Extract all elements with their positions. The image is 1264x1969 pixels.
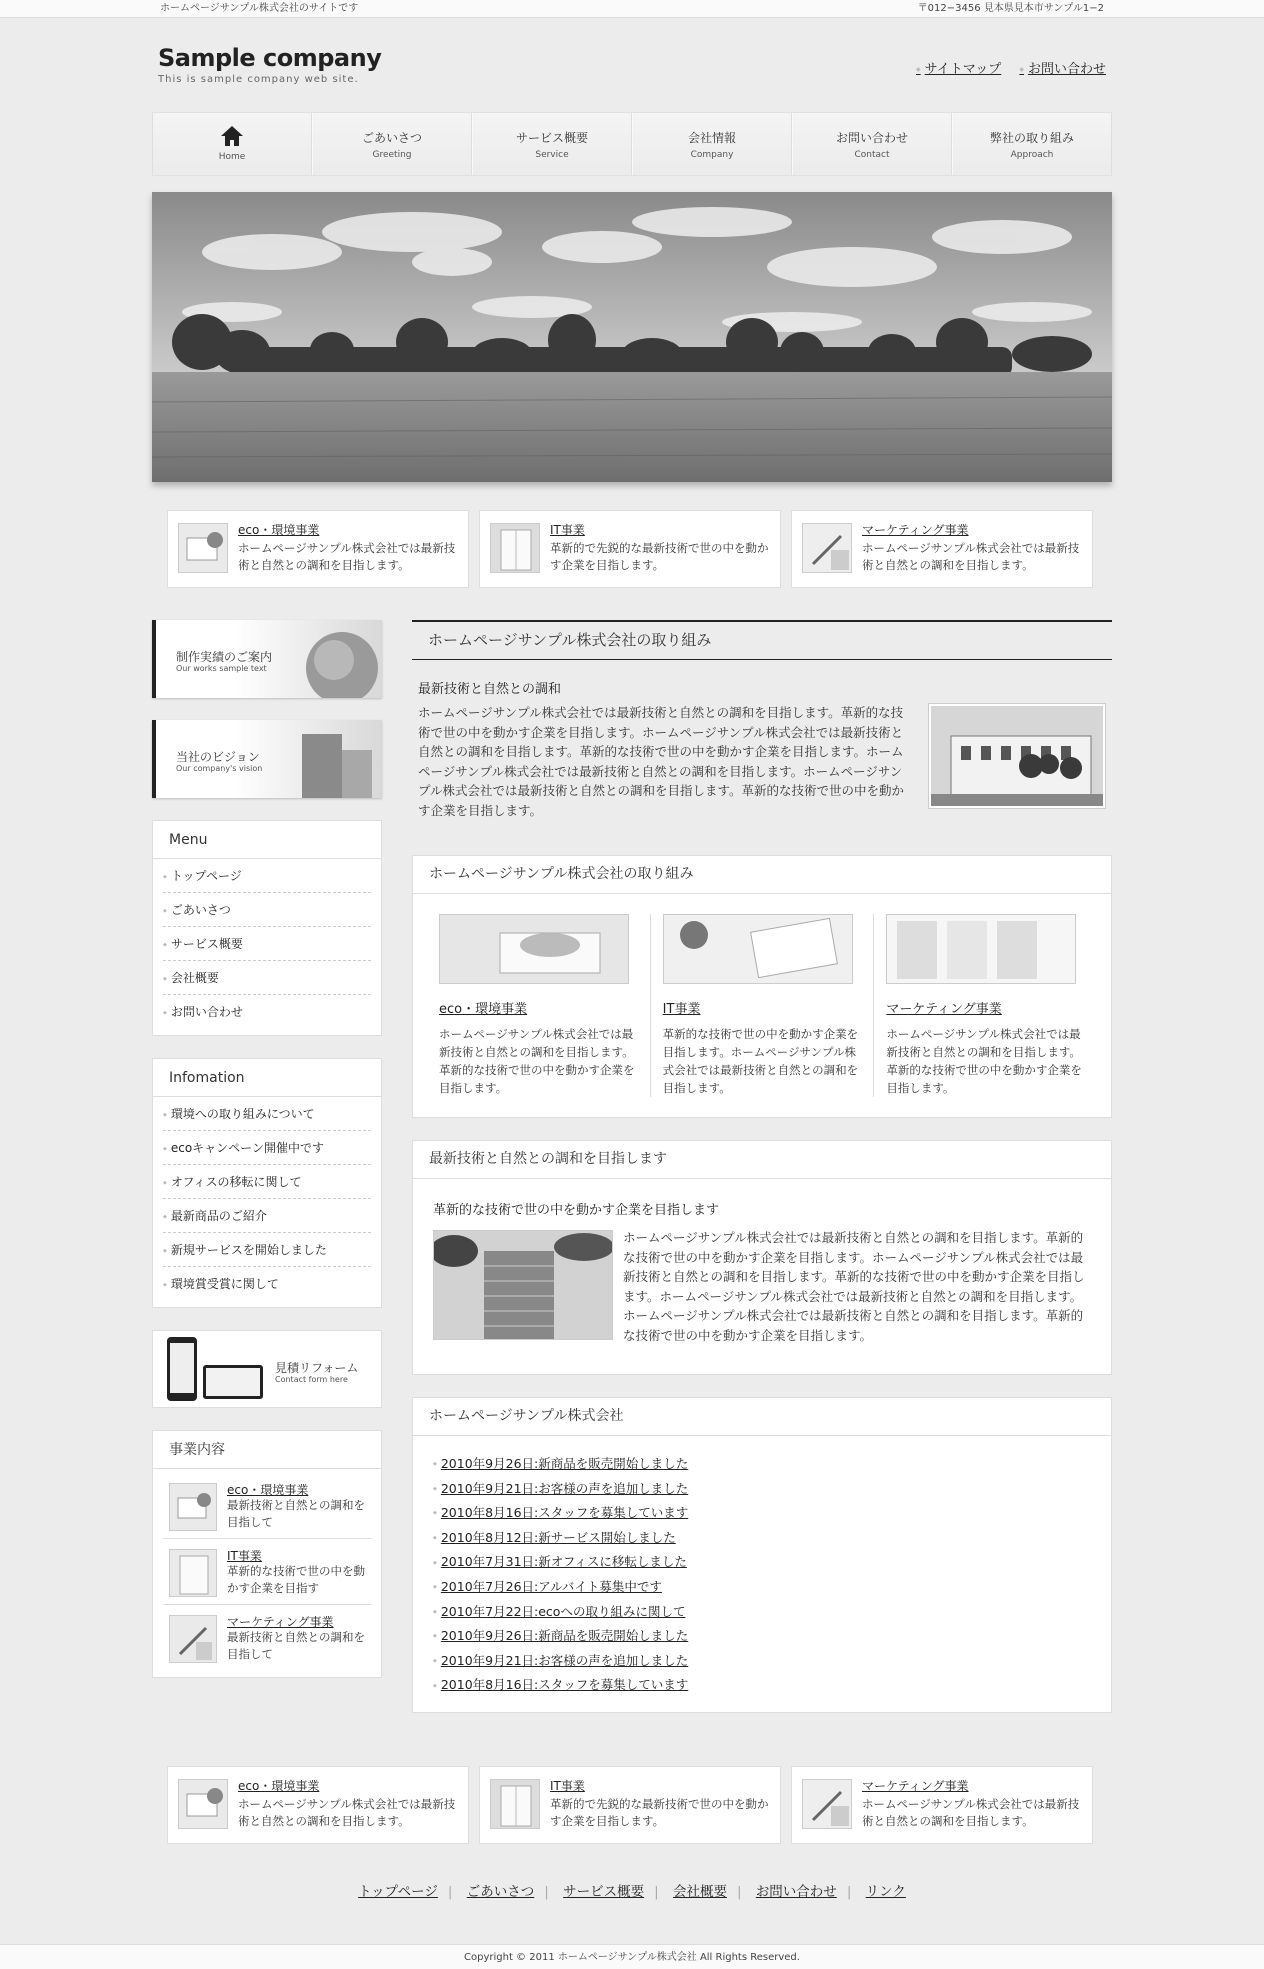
news-link[interactable]: 2010年8月12日:新サービス開始しました [440, 1529, 676, 1545]
banner-title: 制作実績のご案内 [176, 650, 273, 664]
nav-label-en: Contact [854, 149, 890, 160]
nav-label-en: Service [535, 149, 569, 160]
footer-separator: | [736, 1884, 742, 1900]
banner-subtitle: Our works sample text [176, 664, 267, 673]
feature-text: ホームページサンプル株式会社では最新技術と自然との調和を目指します。 [238, 1797, 456, 1828]
pen-thumbnail-icon [802, 523, 852, 573]
feature-title-link[interactable]: IT事業 [550, 523, 585, 537]
news-item [433, 1477, 1091, 1502]
menu-box [152, 820, 382, 1036]
office-thumbnail-icon [490, 1779, 540, 1829]
news-link[interactable]: 2010年9月26日:新商品を販売開始しました [440, 1628, 689, 1644]
nav-label-jp: 会社情報 [687, 130, 736, 145]
nav-label-jp: サービス概要 [515, 130, 588, 145]
feature-row-bottom [167, 1766, 1093, 1844]
bright-office-image [886, 914, 1076, 984]
business-item-title[interactable]: eco・環境事業 [227, 1483, 309, 1497]
menu-item-greeting[interactable]: ◆ ごあいさつ [163, 893, 371, 927]
news-item [433, 1624, 1091, 1649]
news-item [433, 1452, 1091, 1477]
feature-text: ホームページサンプル株式会社では最新技術と自然との調和を目指します。 [862, 1797, 1080, 1828]
office-thumbnail-icon [490, 523, 540, 573]
info-item[interactable]: ◆ ecoキャンペーン開催中です [163, 1131, 371, 1165]
pen-thumbnail-icon [169, 1615, 217, 1663]
approach-col-text: ホームページサンプル株式会社では最新技術と自然との調和を目指します。革新的な技術で世の中を動かす企業を目指します。 [439, 1027, 635, 1095]
nav-label-jp: お問い合わせ [835, 130, 908, 145]
menu-item-company[interactable]: ◆ 会社概要 [163, 961, 371, 995]
site-tagline: ホームページサンプル株式会社のサイトです [160, 3, 359, 14]
intro-text: ホームページサンプル株式会社では最新技術と自然との調和を目指します。革新的な技術で世の中を動かす企業を目指します。ホームページサンプル株式会社では最新技術と自然との調和を目指します。革新的な技術で世の中を動かす企業を目指します。ホームページサンプル株式会社では最新技術と自然との調和を目指します。ホームページサンプル株式会社では最新技術と自然との調和を目指します。革新的な技術で世の中を動かす企業を目指します。 [418, 705, 905, 818]
nav-home[interactable] [152, 113, 312, 175]
approach-col-eco [427, 914, 651, 1097]
business-item-text: 革新的な技術で世の中を動かす企業を目指す [227, 1564, 365, 1595]
feature-title-link[interactable]: IT事業 [550, 1779, 585, 1793]
nav-label-jp: ごあいさつ [361, 130, 422, 145]
panel-title: 最新技術と自然との調和を目指します [413, 1141, 1111, 1179]
menu-item-service[interactable]: ◆ サービス概要 [163, 927, 371, 961]
nav-contact[interactable] [792, 113, 952, 175]
news-link[interactable]: 2010年8月16日:スタッフを募集しています [440, 1677, 689, 1693]
business-item-text: 最新技術と自然との調和を目指して [227, 1498, 365, 1529]
info-item[interactable]: ◆ 新規サービスを開始しました [163, 1233, 371, 1267]
footer-link-greeting[interactable]: ごあいさつ [466, 1884, 535, 1900]
feature-card-it [479, 510, 781, 588]
home-icon [221, 126, 243, 146]
business-item-marketing [163, 1605, 371, 1671]
contact-banner-subtitle: Contact form here [275, 1375, 348, 1384]
header [152, 40, 1112, 100]
nav-label-en: Greeting [372, 149, 412, 160]
feature-card-it [479, 1766, 781, 1844]
info-item[interactable]: ◆ 最新商品のご紹介 [163, 1199, 371, 1233]
info-item[interactable]: ◆ 環境への取り組みについて [163, 1097, 371, 1131]
business-item-eco [163, 1473, 371, 1539]
footer-separator: | [654, 1884, 659, 1900]
approach-col-marketing [874, 914, 1097, 1097]
building-icon [282, 720, 382, 798]
approach-col-title[interactable]: IT事業 [662, 1002, 701, 1017]
news-link[interactable]: 2010年7月22日:ecoへの取り組みに関して [440, 1603, 686, 1619]
approach-panel [412, 855, 1112, 1118]
nav-company[interactable] [632, 113, 792, 175]
feature-card-marketing [791, 510, 1093, 588]
news-item [433, 1550, 1091, 1575]
main-content [412, 620, 1112, 1713]
harmony-text: ホームページサンプル株式会社では最新技術と自然との調和を目指します。革新的な技術で世の中を動かす企業を目指します。ホームページサンプル株式会社では最新技術と自然との調和を目指します。革新的な技術で世の中を動かす企業を目指します。ホームページサンプル株式会社では最新技術と自然との調和を目指します。ホームページサンプル株式会社では最新技術と自然との調和を目指します。革新的な技術で世の中を動かす企業を目指します。 [623, 1230, 1085, 1343]
news-link[interactable]: 2010年9月21日:お客様の声を追加しました [440, 1652, 689, 1668]
feature-title-link[interactable]: マーケティング事業 [862, 1779, 969, 1793]
intro-subheading: 最新技術と自然との調和 [418, 682, 562, 697]
feature-text: ホームページサンプル株式会社では最新技術と自然との調和を目指します。 [862, 541, 1080, 572]
panel-title: ホームページサンプル株式会社 [413, 1398, 1111, 1436]
nav-service[interactable] [472, 113, 632, 175]
feature-text: 革新的で先鋭的な最新技術で世の中を動かす企業を目指します。 [550, 541, 769, 572]
desk-laptop-image [663, 914, 853, 984]
footer-link-service[interactable]: サービス概要 [563, 1884, 645, 1900]
hero-landscape-image [152, 192, 1112, 482]
footer-nav [152, 1880, 1112, 1900]
sitemap-link[interactable]: ◆ サイトマップ [916, 62, 1001, 77]
eco-thumbnail-icon [178, 1779, 228, 1829]
feature-title-link[interactable]: eco・環境事業 [238, 1779, 320, 1793]
intro-section [412, 703, 1112, 833]
footer-link-links[interactable]: リンク [865, 1884, 906, 1900]
news-link[interactable]: 2010年9月21日:お客様の声を追加しました [440, 1480, 689, 1496]
pen-thumbnail-icon [802, 1779, 852, 1829]
business-item-it [163, 1539, 371, 1605]
harmony-panel [412, 1140, 1112, 1375]
news-panel [412, 1397, 1112, 1713]
footer-link-company[interactable]: 会社概要 [672, 1884, 727, 1900]
approach-col-title[interactable]: マーケティング事業 [886, 1002, 1002, 1017]
news-link[interactable]: 2010年7月31日:新オフィスに移転しました [440, 1554, 687, 1570]
feature-card-marketing [791, 1766, 1093, 1844]
info-item[interactable]: ◆ オフィスの移転に関して [163, 1165, 371, 1199]
business-item-title[interactable]: IT事業 [227, 1549, 262, 1563]
site-logo[interactable]: Sample company [158, 44, 382, 72]
info-box [152, 1058, 382, 1308]
approach-col-it [651, 914, 875, 1097]
menu-item-top[interactable]: ◆ トップページ [163, 859, 371, 893]
top-bar [0, 0, 1264, 18]
business-item-text: 最新技術と自然との調和を目指して [227, 1630, 365, 1661]
business-box [152, 1430, 382, 1678]
nav-home-label: Home [218, 152, 246, 162]
harmony-subheading: 革新的な技術で世の中を動かす企業を目指します [433, 1203, 720, 1218]
business-title: 事業内容 [153, 1431, 381, 1469]
info-title: Infomation [153, 1059, 381, 1097]
news-list [413, 1436, 1111, 1712]
approach-col-title[interactable]: eco・環境事業 [439, 1002, 528, 1017]
banner-title: 当社のビジョン [176, 750, 260, 764]
news-item [433, 1575, 1091, 1600]
news-item [433, 1673, 1091, 1698]
company-address: 〒012−3456 見本県見本市サンプル1−2 [917, 3, 1104, 14]
approach-col-text: ホームページサンプル株式会社では最新技術と自然との調和を目指します。革新的な技術で世の中を動かす企業を目指します。 [886, 1027, 1082, 1095]
header-links [902, 58, 1106, 77]
news-link[interactable]: 2010年9月26日:新商品を販売開始しました [440, 1456, 689, 1471]
vision-banner[interactable] [152, 720, 382, 798]
contact-banner-title: 見積リフォーム [275, 1361, 359, 1375]
laptop-typing-image [439, 914, 629, 984]
eco-thumbnail-icon [169, 1483, 217, 1531]
main-heading: ホームページサンプル株式会社の取り組み [412, 620, 1112, 660]
feature-title-link[interactable]: eco・環境事業 [238, 523, 320, 537]
news-item [433, 1501, 1091, 1526]
nav-greeting[interactable] [312, 113, 472, 175]
sidebar [152, 620, 382, 1700]
tower-leaves-image [433, 1230, 613, 1340]
news-item [433, 1526, 1091, 1551]
approach-col-text: 革新的な技術で世の中を動かす企業を目指します。ホームページサンプル株式会社では最新技術と自然との調和を目指します。 [662, 1027, 859, 1095]
site-logo-subtitle: This is sample company web site. [158, 74, 359, 85]
info-item[interactable]: ◆ 環境賞受賞に関して [163, 1267, 371, 1301]
news-item [433, 1649, 1091, 1674]
copyright: Copyright © 2011 ホームページサンプル株式会社 All Rights Reserved. [0, 1944, 1264, 1969]
footer-link-top[interactable]: トップページ [358, 1884, 438, 1900]
office-building-image [928, 703, 1106, 809]
nav-label-en: Company [690, 149, 734, 160]
office-thumbnail-icon [169, 1549, 217, 1597]
works-banner[interactable] [152, 620, 382, 698]
footer-separator: | [447, 1884, 453, 1900]
feature-card-eco [167, 510, 469, 588]
menu-title: Menu [153, 821, 381, 859]
panel-title: ホームページサンプル株式会社の取り組み [413, 856, 1111, 894]
news-link[interactable]: 2010年8月16日:スタッフを募集しています [440, 1505, 689, 1521]
feature-title-link[interactable]: マーケティング事業 [862, 523, 969, 537]
feature-text: 革新的で先鋭的な最新技術で世の中を動かす企業を目指します。 [550, 1797, 769, 1828]
devices-icon [163, 1335, 273, 1405]
feature-card-eco [167, 1766, 469, 1844]
footer-link-contact[interactable]: お問い合わせ [755, 1884, 837, 1900]
business-item-title[interactable]: マーケティング事業 [227, 1615, 334, 1629]
eco-thumbnail-icon [178, 523, 228, 573]
banner-subtitle: Our company's vision [176, 764, 263, 773]
feature-text: ホームページサンプル株式会社では最新技術と自然との調和を目指します。 [238, 541, 456, 572]
menu-item-contact[interactable]: ◆ お問い合わせ [163, 995, 371, 1029]
estimate-form-banner[interactable] [152, 1330, 382, 1408]
globe-icon [282, 620, 382, 698]
nav-approach[interactable] [952, 113, 1112, 175]
news-link[interactable]: 2010年7月26日:アルバイト募集中です [440, 1578, 662, 1594]
footer-separator: | [544, 1884, 549, 1900]
footer-separator: | [846, 1884, 852, 1900]
feature-row-top [167, 510, 1093, 588]
nav-label-jp: 弊社の取り組み [989, 130, 1074, 145]
nav-label-en: Approach [1010, 149, 1054, 160]
news-item [433, 1600, 1091, 1625]
contact-link[interactable]: ◆ お問い合わせ [1019, 62, 1106, 77]
global-nav [152, 112, 1112, 176]
